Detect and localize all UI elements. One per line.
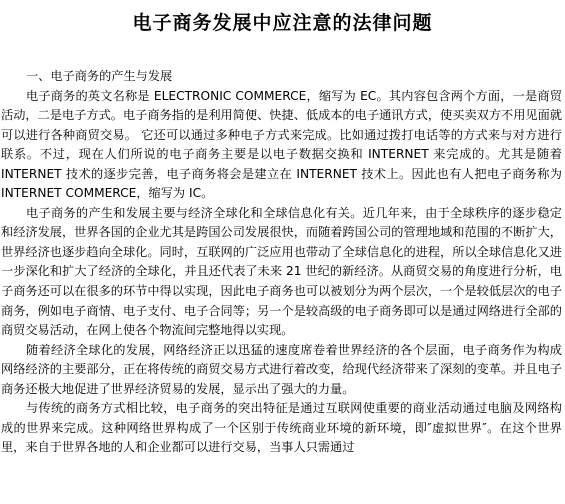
paragraph-ec-definition: 电子商务的英文名称是 ELECTRONIC COMMERCE，缩写为 EC。其内容包含两个方面，一是商贸活动，二是电子方式。电子商务指的是利用简便、快捷、低成本的电子通讯方式，使买卖双方不用见面就可以进行各种商贸交易。 它还可以通过多种电子方式来完成。比如通过拨打电话等的方式来与对方进行联系。不过，现在人们所说的电子商务主要是以电子数据交换和 INTERNET 来完成的。尤其是随着 INTERNET 技术的逐步完善，电子商务将会是建立在 INTERNET 技术上。因此也有人把电子商务称为 INTERNET COMMERCE，缩写为 IC。 [1, 88, 562, 201]
document-body [1, 67, 562, 458]
paragraph-globalization: 电子商务的产生和发展主要与经济全球化和全球信息化有关。近几年来，由于全球秩序的逐步稳定和经济发展，世界各国的企业尤其是跨国公司发展很快，而随着跨国公司的管理地域和范围的不断扩大，世界经济也逐步趋向全球化。同时，互联网的广泛应用也带动了全球信息化的进程，所以全球信息化又进一步深化和扩大了经济的全球化，并且还代表了未来 21 世纪的新经济。从商贸交易的角度进行分析，电子商务还可以在很多的环节中得以实现，因此电子商务也可以被划分为两个层次，一个是较低层次的电子商务，例如电子商情、电子支付、电子合同等；另一个是较高级的电子商务即可以是通过网络进行全部的商贸交易活动，在网上使各个物流间完整地得以实现。 [1, 205, 562, 338]
document-title: 电子商务发展中应注意的法律问题 [132, 12, 433, 34]
paragraph-virtual-world: 与传统的商务方式相比较，电子商务的突出特征是通过互联网使重要的商业活动通过电脑及网络构成的世界来完成。这种网络世界构成了一个区别于传统商业环境的新环境，即″虚拟世界″。在这个世界里，来自于世界各地的人和企业都可以进行交易，当事人只需通过 [1, 401, 562, 455]
section-heading: 一、电子商务的产生与发展 [26, 69, 173, 83]
paragraph-network-economy: 随着经济全球化的发展，网络经济正以迅猛的速度席卷着世界经济的各个层面，电子商务作为构成网络经济的主要部分，正在将传统的商贸交易方式进行着改变，给现代经济带来了深刻的变革。并且电子商务还极大地促进了世界经济贸易的发展，显示出了强大的力量。 [1, 342, 562, 396]
